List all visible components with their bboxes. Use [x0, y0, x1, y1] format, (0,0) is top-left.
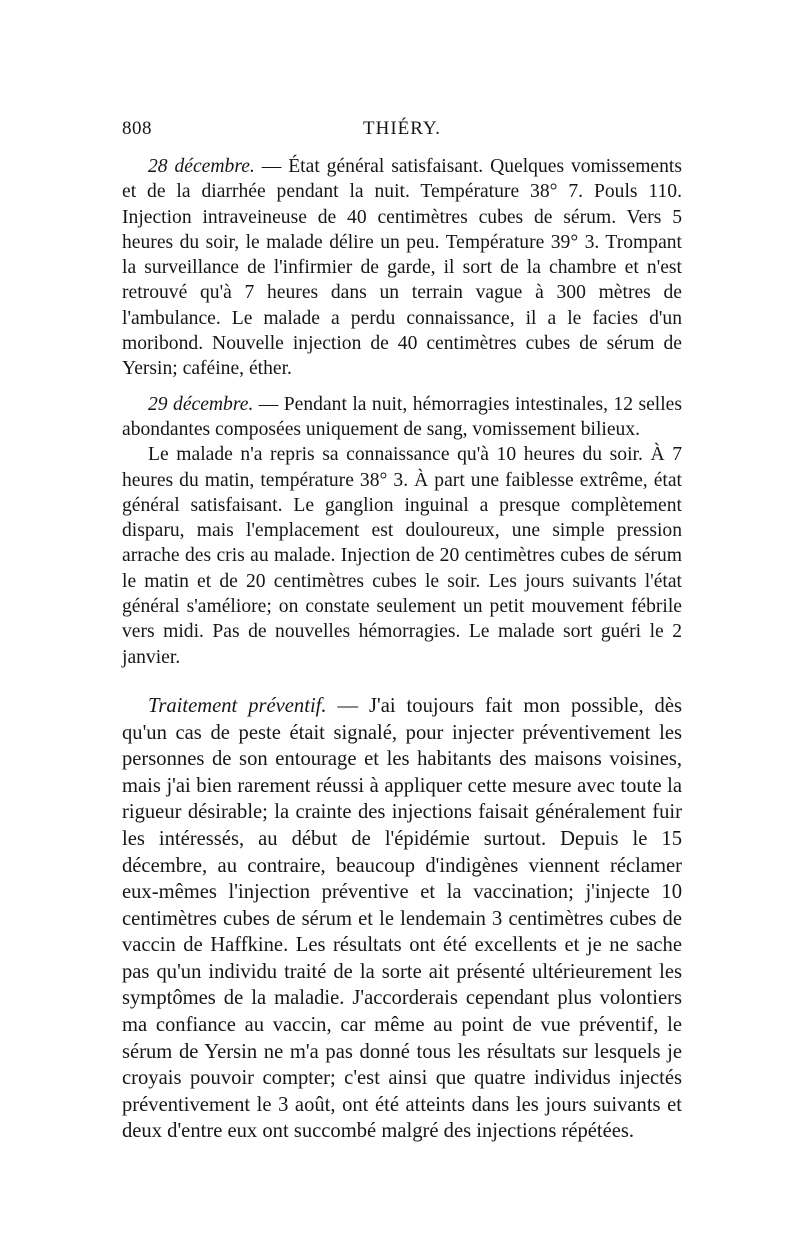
paragraph-text: — État général satisfaisant. Quelques vomissements et de la diarrhée pendant la nuit. Température 38° 7. Pouls 110. Injection intraveineuse de 40 centimètres cubes de sérum. Vers 5 heures du soir, le malade délire un peu. Température 39° 3. Trompant la surveillance de l'infirmier de garde, il sort de la chambre et n'est retrouvé qu'à 7 heures dans un terrain vague à 300 mètres de l'ambulance. Le malade a perdu connaissance, il a le facies d'un moribond. Nouvelle injection de 40 centimètres cubes de sérum de Yersin; caféine, éther. [122, 156, 682, 380]
paragraph-preventive-treatment [122, 693, 682, 1145]
paragraph-recovery [122, 442, 682, 670]
preventive-treatment-section [122, 693, 682, 1145]
page-number: 808 [122, 118, 152, 139]
paragraph-29-decembre [122, 392, 682, 443]
case-notes [122, 154, 682, 670]
date-lead: 29 décembre. [148, 393, 254, 415]
paragraph-text: Le malade n'a repris sa connaissance qu'à 10 heures du soir. À 7 heures du matin, température 38° 3. À part une faiblesse extrême, état général satisfaisant. Le ganglion inguinal a presque complètement disparu, mais l'emplacement est douloureux, une simple pression arrache des cris au malade. Injection de 20 centimètres cubes de sérum le matin et de 20 centimètres cubes le soir. Les jours suivants l'état général s'améliore; on constate seulement un petit mouvement fébrile vers midi. Pas de nouvelles hémorragies. Le malade sort guéri le 2 janvier. [122, 444, 682, 668]
paragraph-text: — J'ai toujours fait mon possible, dès qu'un cas de peste était signalé, pour injecter préventivement les personnes de son entourage et les habitants des maisons voisines, mais j'ai bien rarement réussi à appliquer cette mesure avec toute la rigueur désirable; la crainte des injections faisait généralement fuir les intéressés, au début de l'épidémie surtout. Depuis le 15 décembre, au contraire, beaucoup d'indigènes viennent réclamer eux-mêmes l'injection préventive et la vaccination; j'injecte 10 centimètres cubes de sérum et le lendemain 3 centimètres cubes de vaccin de Haffkine. Les résultats ont été excellents et je ne sache pas qu'un individu traité de la sorte ait présenté ultérieurement les symptômes de la maladie. J'accorderais cependant plus volontiers ma confiance au vaccin, car même au point de vue préventif, le sérum de Yersin ne m'a pas donné tous les résultats sur lesquels je croyais pouvoir compter; c'est ainsi que quatre individus injectés préventivement le 3 août, ont été atteints dans les jours suivants et deux d'entre eux ont succombé malgré des injections répétées. [122, 694, 682, 1143]
running-title: THIÉRY. [363, 118, 441, 139]
paragraph-28-decembre [122, 154, 682, 382]
date-lead: 28 décembre. [148, 156, 255, 177]
paragraph-text: — Pendant la nuit, hémorragies intestinales, 12 selles abondantes composées uniquement de sang, vomissement bilieux. [122, 393, 682, 440]
page-header [122, 112, 682, 142]
book-page [122, 112, 682, 1145]
section-heading: Traitement préventif. [148, 694, 327, 717]
